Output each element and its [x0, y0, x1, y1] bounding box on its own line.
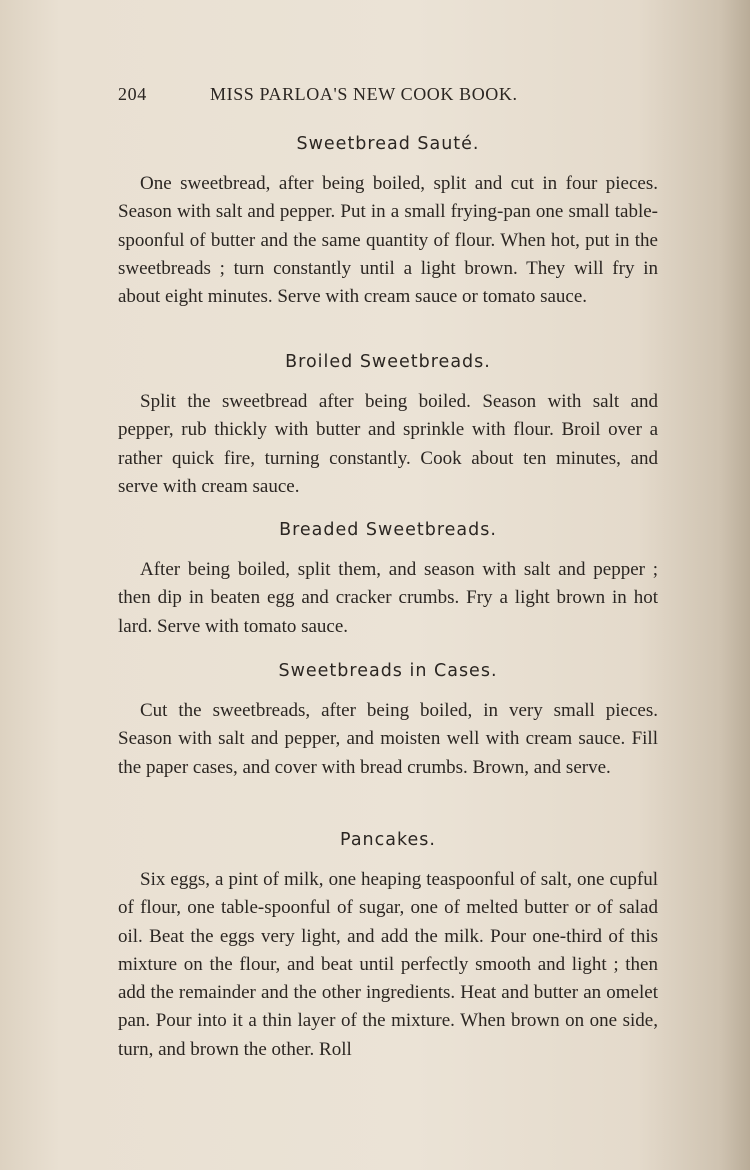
- recipe-body: One sweetbread, after being boiled, split and cut in four pieces. Season with salt and pepper. Put in a small frying-pan one small table-spoonful of butter and the same quantity of flour. When hot, put in the sweetbreads ; turn constantly until a light brown. They will fry in about eight minutes. Serve with cream sauce or tomato sauce.: [118, 173, 658, 308]
- recipe-title: Breaded Sweetbreads.: [279, 520, 497, 540]
- running-head: MISS PARLOA'S NEW COOK BOOK.: [210, 84, 518, 104]
- page-header: [118, 84, 658, 112]
- recipe-body: After being boiled, split them, and season with salt and pepper ; then dip in beaten egg and cracker crumbs. Fry a light brown in hot lard. Serve with tomato sauce.: [118, 559, 658, 637]
- recipe-title: Broiled Sweetbreads.: [285, 352, 491, 372]
- recipe-title: Sweetbreads in Cases.: [278, 661, 498, 681]
- recipe-breaded-sweetbreads: [118, 518, 658, 641]
- recipe-body: Cut the sweetbreads, after being boiled, in very small pieces. Season with salt and pepper, and moisten well with cream sauce. Fill the paper cases, and cover with bread crumbs. Brown, and serve.: [118, 700, 658, 778]
- recipe-title: Sweetbread Sauté.: [296, 134, 480, 154]
- book-page: [118, 0, 658, 1170]
- recipe-sweetbread-saute: [118, 132, 658, 311]
- recipe-body: Split the sweetbread after being boiled. Season with salt and pepper, rub thickly with butter and sprinkle with flour. Broil over a rather quick fire, turning constantly. Cook about ten minutes, and serve with cream sauce.: [118, 391, 658, 497]
- recipe-pancakes: [118, 828, 658, 1064]
- recipe-body: Six eggs, a pint of milk, one heaping teaspoonful of salt, one cupful of flour, one table-spoonful of sugar, one of melted butter or of salad oil. Beat the eggs very light, and add the milk. Pour one-third of this mixture on the flour, and beat until perfectly smooth and light ; then add the remainder and the other ingredients. Heat and butter an omelet pan. Pour into it a thin layer of the mixture. When brown on one side, turn, and brown the other. Roll: [118, 869, 658, 1060]
- recipe-sweetbreads-in-cases: [118, 659, 658, 782]
- page-number: 204: [118, 84, 147, 104]
- recipe-broiled-sweetbreads: [118, 350, 658, 501]
- recipe-title: Pancakes.: [340, 830, 436, 850]
